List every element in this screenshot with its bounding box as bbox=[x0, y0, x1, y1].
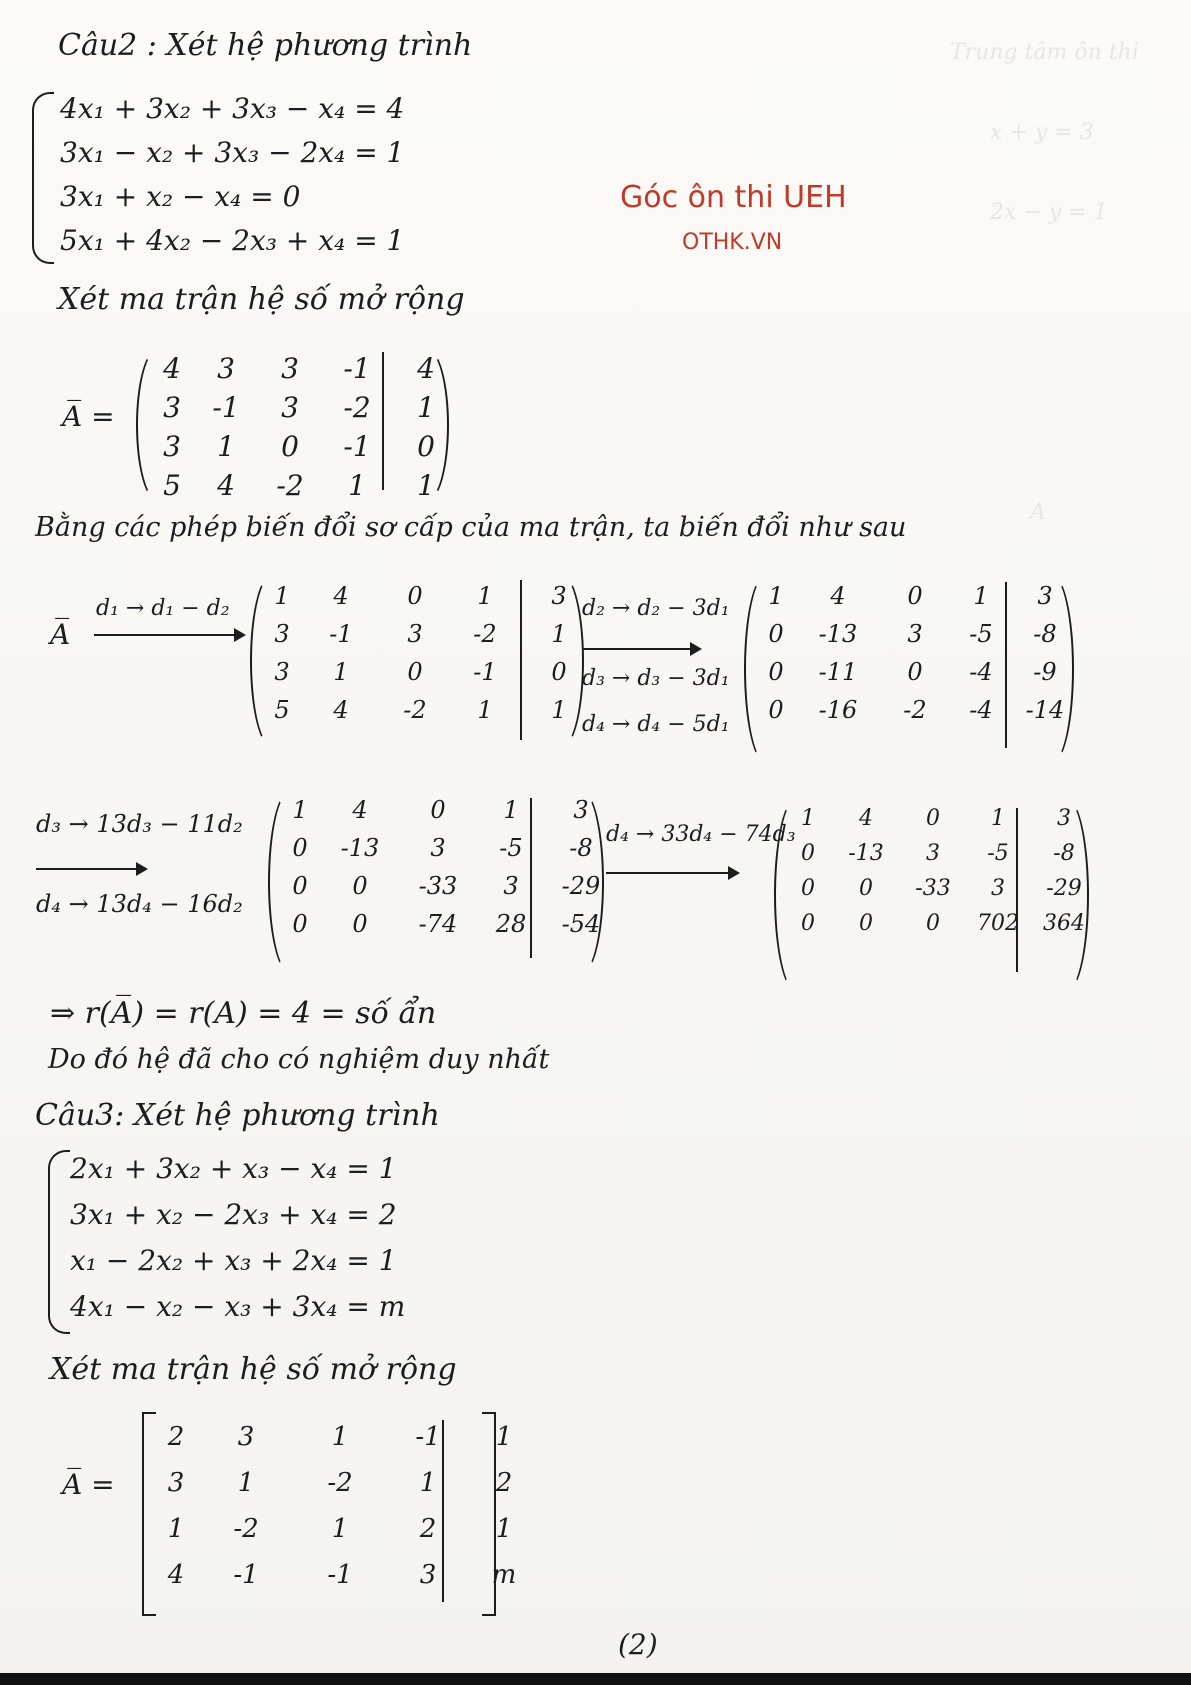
matrix-cell: 3 bbox=[274, 658, 290, 686]
matrix-cell: 5 bbox=[163, 469, 181, 502]
matrix-cell: -2 bbox=[327, 1468, 353, 1498]
matrix-cell: 364 bbox=[1043, 911, 1085, 936]
matrix-cell: -5 bbox=[499, 834, 523, 862]
matrix-cell: 0 bbox=[907, 582, 923, 610]
matrix-cell: 3 bbox=[419, 1560, 437, 1590]
system1-eq1: 4x₁ + 3x₂ + 3x₃ − x₄ = 4 bbox=[60, 92, 405, 125]
matrix-cell: -1 bbox=[343, 430, 371, 463]
matrix-cell: 0 bbox=[407, 658, 423, 686]
abar-label-2: A̅ = bbox=[62, 1468, 115, 1501]
matrix-cell: 0 bbox=[417, 430, 435, 463]
matrix-cell: 3 bbox=[1057, 806, 1071, 831]
matrix-cell: 0 bbox=[292, 872, 308, 900]
matrix-cell: 1 bbox=[991, 806, 1005, 831]
matrix-cell: 3 bbox=[926, 841, 940, 866]
matrix-cell: 2 bbox=[167, 1422, 185, 1452]
matrix-cell: 1 bbox=[217, 430, 235, 463]
matrix-cell: 0 bbox=[926, 911, 940, 936]
matrix-cell: 0 bbox=[801, 876, 815, 901]
matrix-cell: -2 bbox=[403, 696, 427, 724]
matrix-cell: 0 bbox=[281, 430, 299, 463]
matrix-cell: 1 bbox=[167, 1514, 185, 1544]
system2-eq4: 4x₁ − x₂ − x₃ + 3x₄ = m bbox=[70, 1290, 406, 1323]
matrix-cell: -4 bbox=[969, 658, 993, 686]
matrix-cell: -1 bbox=[329, 620, 353, 648]
step1-op: d₁ → d₁ − d₂ bbox=[96, 596, 230, 621]
matrix-cell: -2 bbox=[343, 391, 371, 424]
step3-op2: d₄ → 13d₄ − 16d₂ bbox=[36, 890, 243, 918]
matrix-cell: -14 bbox=[1025, 696, 1065, 724]
matrix-cell: 1 bbox=[973, 582, 989, 610]
matrix-cell: 4 bbox=[859, 806, 873, 831]
matrix-cell: 0 bbox=[430, 796, 446, 824]
matrix-cell: 0 bbox=[859, 876, 873, 901]
matrix-cell: 0 bbox=[926, 806, 940, 831]
matrix-cell: -5 bbox=[987, 841, 1009, 866]
augmented-label-2: Xét ma trận hệ số mở rộng bbox=[50, 1352, 457, 1387]
matrix-cell: 3 bbox=[163, 391, 181, 424]
matrix-cell: 1 bbox=[417, 469, 435, 502]
matrix1 bbox=[150, 352, 460, 502]
matrix-cell: -16 bbox=[818, 696, 858, 724]
matrix-cell: 4 bbox=[333, 696, 349, 724]
step2-op3: d₄ → d₄ − 5d₁ bbox=[582, 712, 730, 737]
matrix-cell: 1 bbox=[333, 658, 349, 686]
matrix-cell: -54 bbox=[561, 910, 601, 938]
system1-eq3: 3x₁ + x₂ − x₄ = 0 bbox=[60, 180, 301, 213]
matrix-cell: -1 bbox=[327, 1560, 353, 1590]
conclusion: Do đó hệ đã cho có nghiệm duy nhất bbox=[48, 1044, 550, 1075]
matrix-cell: 1 bbox=[503, 796, 519, 824]
matrix-cell: 3 bbox=[573, 796, 589, 824]
matrix-cell: -11 bbox=[818, 658, 858, 686]
matrix-cell: -1 bbox=[473, 658, 497, 686]
bleed-through: 2x − y = 1 bbox=[990, 200, 1108, 225]
step3-matrix bbox=[280, 796, 616, 938]
matrix-cell: 1 bbox=[495, 1422, 513, 1452]
matrix-cell: 0 bbox=[352, 872, 368, 900]
matrix-cell: 5 bbox=[274, 696, 290, 724]
matrix-cell: 3 bbox=[167, 1468, 185, 1498]
matrix-cell: -5 bbox=[969, 620, 993, 648]
matrix-cell: 1 bbox=[331, 1514, 349, 1544]
matrix-cell: 1 bbox=[551, 620, 567, 648]
matrix-cell: 3 bbox=[1037, 582, 1053, 610]
matrix-cell: -2 bbox=[903, 696, 927, 724]
matrix-cell: 4 bbox=[352, 796, 368, 824]
question2-header: Câu2 : Xét hệ phương trình bbox=[58, 28, 473, 63]
matrix-cell: -74 bbox=[418, 910, 458, 938]
matrix-cell: -13 bbox=[340, 834, 380, 862]
matrix-cell: 3 bbox=[237, 1422, 255, 1452]
matrix-cell: -8 bbox=[569, 834, 593, 862]
matrix-cell: 3 bbox=[991, 876, 1005, 901]
question3-header: Câu3: Xét hệ phương trình bbox=[35, 1098, 440, 1133]
page-number: (2) bbox=[618, 1628, 658, 1661]
matrix-cell: 3 bbox=[281, 352, 299, 385]
matrix-cell: 1 bbox=[292, 796, 308, 824]
matrix-cell: 3 bbox=[407, 620, 423, 648]
step2-matrix bbox=[756, 582, 1078, 724]
matrix-cell: -29 bbox=[1046, 876, 1082, 901]
matrix-cell: 3 bbox=[430, 834, 446, 862]
matrix-cell: 1 bbox=[551, 696, 567, 724]
step4-op: d₄ → 33d₄ − 74d₃ bbox=[606, 822, 796, 847]
matrix-cell: -2 bbox=[276, 469, 304, 502]
matrix-cell: 1 bbox=[274, 582, 290, 610]
matrix-cell: -8 bbox=[1033, 620, 1057, 648]
matrix-cell: 1 bbox=[801, 806, 815, 831]
matrix-cell: 0 bbox=[407, 582, 423, 610]
matrix-cell: -1 bbox=[233, 1560, 259, 1590]
matrix-cell: 3 bbox=[163, 430, 181, 463]
matrix-cell: -2 bbox=[473, 620, 497, 648]
matrix-cell: 1 bbox=[477, 582, 493, 610]
abar-label: A̅ = bbox=[62, 400, 115, 433]
matrix-cell: 0 bbox=[768, 620, 784, 648]
bleed-through: x + y = 3 bbox=[990, 120, 1094, 145]
matrix-cell: 28 bbox=[495, 910, 527, 938]
matrix-cell: 0 bbox=[352, 910, 368, 938]
matrix-cell: 1 bbox=[348, 469, 366, 502]
bleed-through: Trung tâm ôn thi bbox=[950, 40, 1139, 65]
matrix-cell: -1 bbox=[212, 391, 240, 424]
matrix-cell: 2 bbox=[495, 1468, 513, 1498]
matrix-cell: 3 bbox=[217, 352, 235, 385]
system2-brace bbox=[48, 1150, 70, 1334]
step3-op1: d₃ → 13d₃ − 11d₂ bbox=[36, 810, 243, 838]
step1-matrix bbox=[262, 582, 598, 724]
matrix-cell: 1 bbox=[495, 1514, 513, 1544]
matrix-cell: 0 bbox=[292, 910, 308, 938]
matrix-cell: 4 bbox=[333, 582, 349, 610]
step4-matrix bbox=[788, 806, 1094, 936]
step2-arrow bbox=[582, 648, 700, 650]
matrix-cell: 4 bbox=[167, 1560, 185, 1590]
matrix-cell: -1 bbox=[343, 352, 371, 385]
matrix-cell: 4 bbox=[217, 469, 235, 502]
matrix-cell: 0 bbox=[768, 658, 784, 686]
matrix-cell: -13 bbox=[848, 841, 884, 866]
system1-eq2: 3x₁ − x₂ + 3x₃ − 2x₄ = 1 bbox=[60, 136, 405, 169]
matrix-cell: 1 bbox=[417, 391, 435, 424]
step4-arrow bbox=[606, 872, 738, 874]
system1-eq4: 5x₁ + 4x₂ − 2x₃ + x₄ = 1 bbox=[60, 224, 405, 257]
step2-op2: d₃ → d₃ − 3d₁ bbox=[582, 666, 730, 691]
step2-op1: d₂ → d₂ − 3d₁ bbox=[582, 596, 730, 621]
system1-brace bbox=[32, 92, 54, 264]
matrix-cell: 2 bbox=[419, 1514, 437, 1544]
matrix-cell: 0 bbox=[907, 658, 923, 686]
matrix-cell: 0 bbox=[551, 658, 567, 686]
page-footer-bar bbox=[0, 1673, 1191, 1685]
matrix2 bbox=[154, 1422, 538, 1590]
system2-eq3: x₁ − 2x₂ + x₃ + 2x₄ = 1 bbox=[70, 1244, 397, 1277]
matrix-cell: 1 bbox=[419, 1468, 437, 1498]
matrix-cell: 0 bbox=[768, 696, 784, 724]
matrix-cell: 1 bbox=[768, 582, 784, 610]
matrix-cell: -4 bbox=[969, 696, 993, 724]
matrix-cell: 4 bbox=[163, 352, 181, 385]
matrix-cell: 0 bbox=[292, 834, 308, 862]
matrix-cell: m bbox=[491, 1560, 517, 1590]
matrix-cell: 1 bbox=[237, 1468, 255, 1498]
matrix-cell: -13 bbox=[818, 620, 858, 648]
watermark-title: Góc ôn thi UEH bbox=[620, 180, 847, 215]
matrix-cell: -9 bbox=[1033, 658, 1057, 686]
matrix-cell: 0 bbox=[801, 911, 815, 936]
step3-arrow bbox=[36, 868, 146, 870]
matrix-cell: 3 bbox=[503, 872, 519, 900]
system2-eq1: 2x₁ + 3x₂ + x₃ − x₄ = 1 bbox=[70, 1152, 397, 1185]
matrix-cell: 3 bbox=[281, 391, 299, 424]
matrix-cell: -33 bbox=[418, 872, 458, 900]
rank-line: ⇒ r(A̅) = r(A) = 4 = số ẩn bbox=[50, 996, 437, 1031]
transform-intro: Bằng các phép biến đổi sơ cấp của ma trận, ta biến đổi như sau bbox=[35, 512, 907, 543]
matrix-cell: 4 bbox=[830, 582, 846, 610]
matrix-cell: 4 bbox=[417, 352, 435, 385]
matrix-cell: 1 bbox=[477, 696, 493, 724]
matrix-cell: 0 bbox=[859, 911, 873, 936]
step1-arrow bbox=[94, 634, 244, 636]
bleed-through: A bbox=[1030, 500, 1046, 525]
matrix-cell: 3 bbox=[907, 620, 923, 648]
matrix-cell: 3 bbox=[274, 620, 290, 648]
matrix-cell: -8 bbox=[1053, 841, 1075, 866]
matrix-cell: 0 bbox=[801, 841, 815, 866]
system2-eq2: 3x₁ + x₂ − 2x₃ + x₄ = 2 bbox=[70, 1198, 397, 1231]
augmented-label: Xét ma trận hệ số mở rộng bbox=[58, 282, 465, 317]
matrix-cell: -33 bbox=[915, 876, 951, 901]
matrix-cell: 3 bbox=[551, 582, 567, 610]
step1-start: A̅ bbox=[50, 618, 71, 651]
matrix-cell: -1 bbox=[415, 1422, 441, 1452]
matrix-cell: -2 bbox=[233, 1514, 259, 1544]
matrix-cell: 702 bbox=[977, 911, 1019, 936]
matrix-cell: 1 bbox=[331, 1422, 349, 1452]
watermark-site: OTHK.VN bbox=[682, 230, 783, 255]
matrix-cell: -29 bbox=[561, 872, 601, 900]
